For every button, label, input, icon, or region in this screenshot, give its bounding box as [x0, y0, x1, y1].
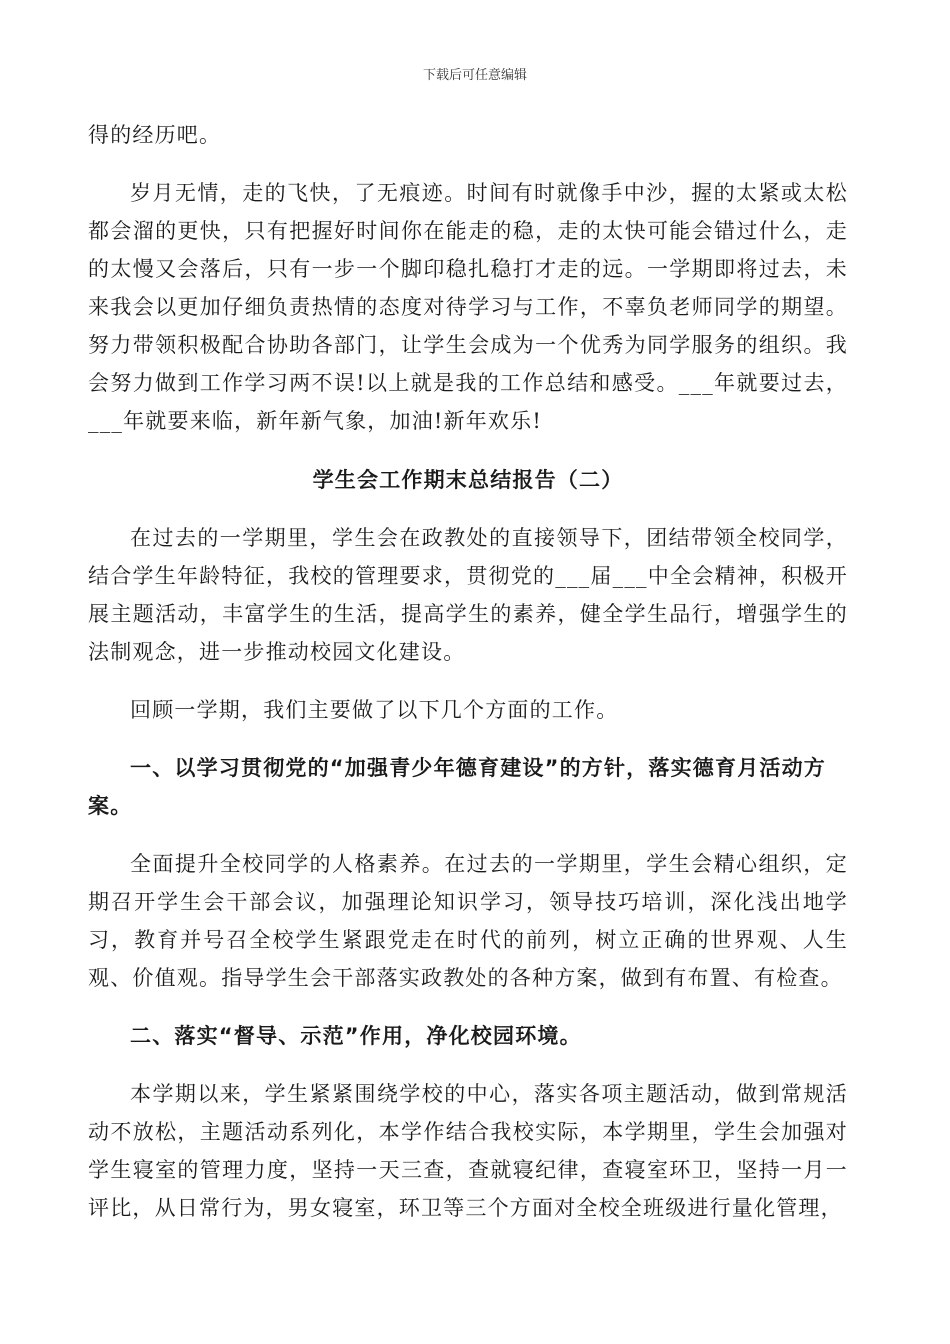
paragraph-continuation: 得的经历吧。 — [88, 123, 222, 147]
heading-one: 一、以学习贯彻党的“加强青少年德育建设”的方针，落实德育月活动方案。 — [88, 756, 827, 818]
header-note: 下载后可任意编辑 — [422, 68, 527, 83]
heading-two: 二、落实“督导、示范”作用，净化校园环境。 — [130, 1024, 582, 1048]
paragraph-review: 回顾一学期，我们主要做了以下几个方面的工作。 — [130, 698, 619, 722]
section-title: 学生会工作期末总结报告（二） — [312, 468, 624, 492]
paragraph-intro: 在过去的一学期里，学生会在政教处的直接领导下，团结带领全校同学，结合学生年龄特征，我校的管理要求，贯彻党的___届___中全会精神，积极开展主题活动，丰富学生的生活，提高学生的素养，健全学生品行，增强学生的法制观念，进一步推动校园文化建设。 — [88, 526, 848, 664]
paragraph-reflection: 岁月无情，走的飞快，了无痕迹。时间有时就像手中沙，握的太紧或太松都会溜的更快，只有把握好时间你在能走的稳，走的太快可能会错过什么，走的太慢又会落后，只有一步一个脚印稳扎稳打才走的远。一学期即将过去，未来我会以更加仔细负责热情的态度对待学习与工作，不辜负老师同学的期望。努力带领积极配合协助各部门，让学生会成为一个优秀为同学服务的组织。我会努力做到工作学习两不误!以上就是我的工作总结和感受。___年就要过去，___年就要来临，新年新气象，加油!新年欢乐! — [88, 181, 848, 433]
paragraph-moral-education: 全面提升全校同学的人格素养。在过去的一学期里，学生会精心组织，定期召开学生会干部会议，加强理论知识学习，领导技巧培训，深化浅出地学习，教育并号召全校学生紧跟党走在时代的前列，树立正确的世界观、人生观、价值观。指导学生会干部落实政教处的各种方案，做到有布置、有检查。 — [88, 852, 848, 990]
document-body — [88, 116, 848, 1227]
paragraph-dormitory: 本学期以来，学生紧紧围绕学校的中心，落实各项主题活动，做到常规活动不放松，主题活动系列化，本学作结合我校实际，本学期里，学生会加强对学生寝室的管理力度，坚持一天三查，查就寝纪律，查寝室环卫，坚持一月一评比，从日常行为，男女寝室，环卫等三个方面对全校全班级进行量化管理， — [88, 1082, 848, 1220]
